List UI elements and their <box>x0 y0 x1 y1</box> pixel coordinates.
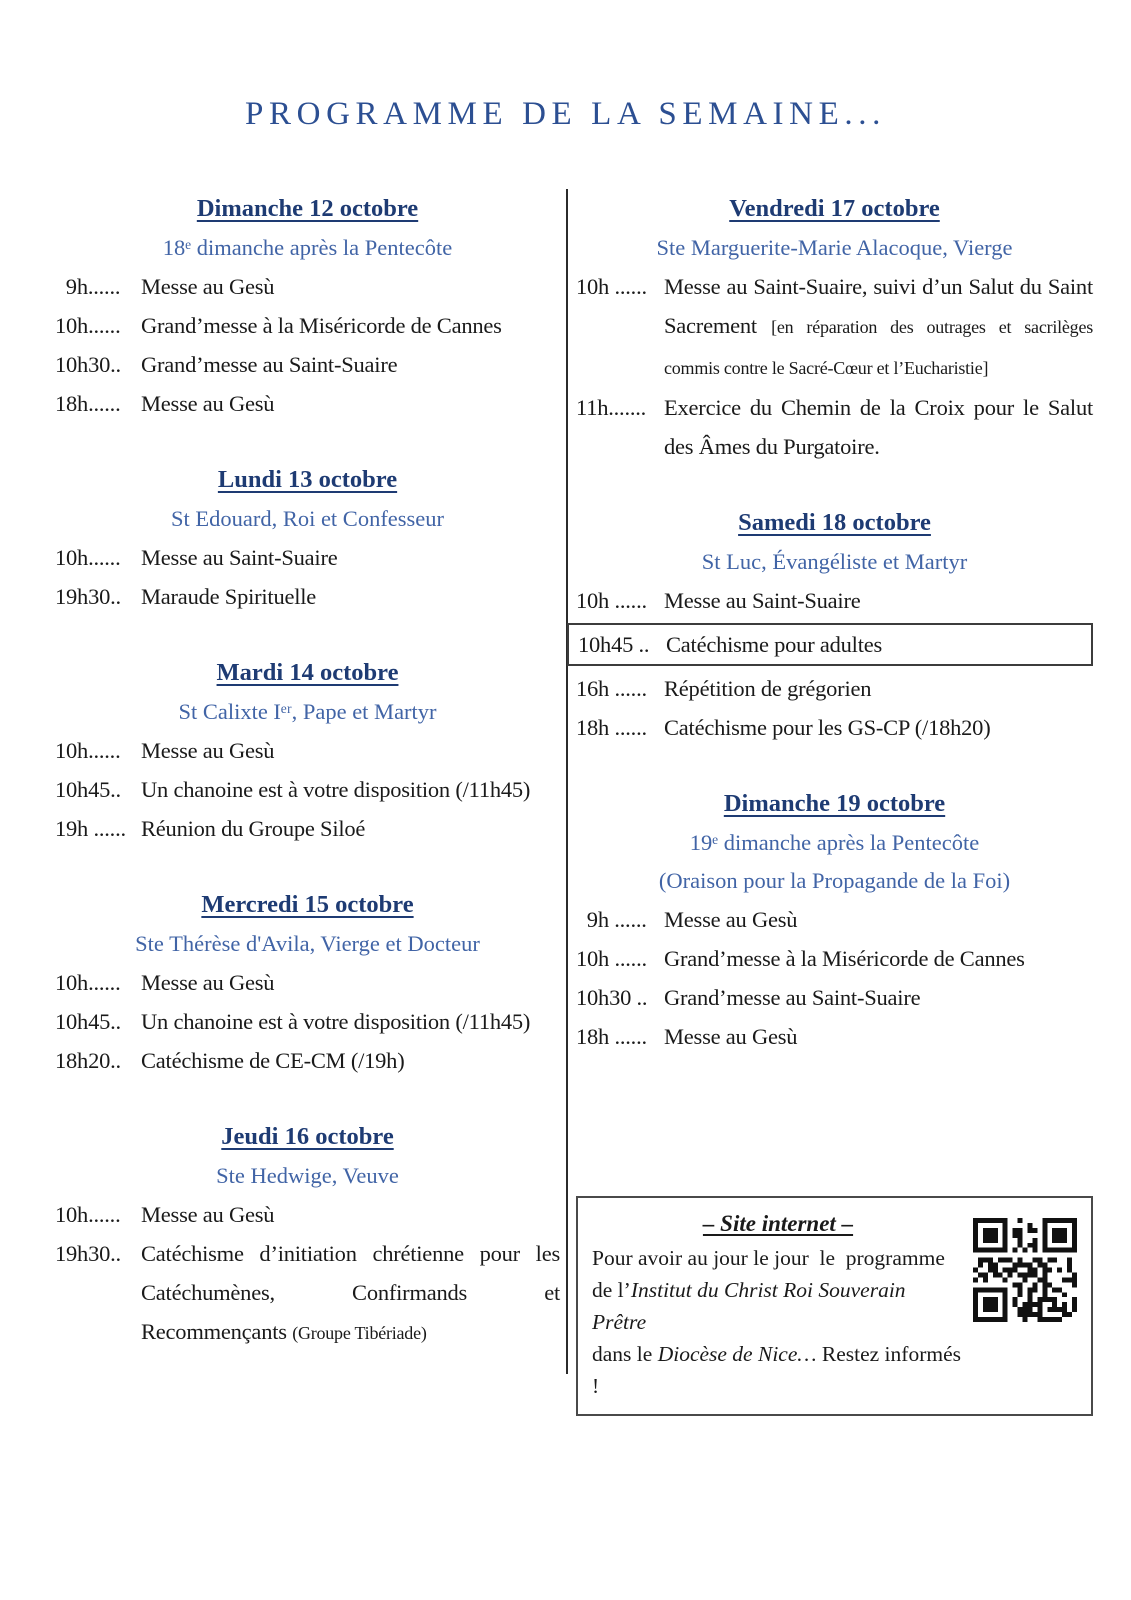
entry-time: 10h...... <box>55 313 121 338</box>
entry-text: Catéchisme d’initiation chrétienne pour les Catéchumènes, Confirmands et Recommençants (Groupe Tibériade) <box>141 1241 560 1344</box>
entry-text: Réunion du Groupe Siloé <box>141 816 366 841</box>
day-title: Mardi 14 octobre <box>216 659 399 686</box>
schedule-entry <box>576 388 1093 466</box>
schedule-entry <box>55 577 560 616</box>
entry-time: 18h ...... <box>576 1024 647 1049</box>
entry-text: Messe au Saint-Suaire <box>141 545 338 570</box>
day-subtitle: Ste Hedwige, Veuve <box>216 1163 399 1188</box>
schedule-entry <box>576 581 1093 620</box>
site-box-title: – Site internet – <box>702 1211 854 1236</box>
qr-code-icon <box>973 1218 1077 1322</box>
day-title: Dimanche 19 octobre <box>723 790 946 817</box>
entry-time: 10h30.. <box>55 352 121 377</box>
schedule-entry <box>55 267 560 306</box>
entry-text: Messe au Gesù <box>141 738 275 763</box>
entry-text: Messe au Gesù <box>141 1202 275 1227</box>
entry-time: 16h ...... <box>576 676 647 701</box>
schedule-entry <box>55 1002 560 1041</box>
entry-text: Grand’messe au Saint-Suaire <box>664 985 921 1010</box>
entry-time: 19h30.. <box>55 584 121 609</box>
column-divider <box>566 189 568 1374</box>
entry-text-small: [en réparation des outrages et sacrilèges commis contre le Sacré-Cœur et l’Eucharistie] <box>664 317 1093 378</box>
two-column-layout <box>0 189 1131 1416</box>
day-subtitle: Ste Thérèse d'Avila, Vierge et Docteur <box>135 931 480 956</box>
day-block-mercredi-15 <box>55 885 560 1080</box>
day-subtitle: St Calixte Iᵉʳ, Pape et Martyr <box>178 699 437 724</box>
entry-time: 18h20.. <box>55 1048 121 1073</box>
schedule-entry <box>576 708 1093 747</box>
entry-text: Grand’messe à la Miséricorde de Cannes <box>141 313 502 338</box>
entry-text: Messe au Gesù <box>664 1024 798 1049</box>
schedule-entry <box>55 963 560 1002</box>
schedule-entry <box>55 345 560 384</box>
entry-time: 10h45.. <box>55 1009 121 1034</box>
entry-time: 10h...... <box>55 1202 121 1227</box>
day-subtitle: 19ᵉ dimanche après la Pentecôte <box>689 830 980 855</box>
schedule-entry <box>55 770 560 809</box>
entry-time: 10h ...... <box>576 588 647 613</box>
entry-text: Grand’messe au Saint-Suaire <box>141 352 398 377</box>
entry-text: Maraude Spirituelle <box>141 584 317 609</box>
column-left <box>55 189 560 1390</box>
day-block-dimanche-19 <box>576 784 1093 1056</box>
column-right <box>576 189 1093 1416</box>
entry-text: Messe au Saint-Suaire, suivi d’un Salut du Saint Sacrement [en réparation des outrages et sacrilèges commis contre le Sacré-Cœur et l’Eucharistie] <box>664 274 1093 378</box>
entry-time: 10h...... <box>55 738 121 763</box>
entry-text: Répétition de grégorien <box>664 676 872 701</box>
schedule-entry <box>576 900 1093 939</box>
entry-text: Grand’messe à la Miséricorde de Cannes <box>664 946 1025 971</box>
entry-text: Un chanoine est à votre disposition (/11h45) <box>141 1009 531 1034</box>
entry-text: Exercice du Chemin de la Croix pour le Salut des Âmes du Purgatoire. <box>664 395 1093 459</box>
entry-time: 10h45 .. <box>578 632 650 657</box>
day-subtitle: Ste Marguerite-Marie Alacoque, Vierge <box>656 235 1013 260</box>
entry-text: Messe au Saint-Suaire <box>664 588 861 613</box>
entry-text-small: (Groupe Tibériade) <box>292 1323 427 1343</box>
schedule-entry <box>55 1234 560 1353</box>
schedule-entry <box>576 978 1093 1017</box>
entry-text: Messe au Gesù <box>664 907 798 932</box>
entry-time: 10h ...... <box>576 274 647 299</box>
entry-text: Catéchisme de CE-CM (/19h) <box>141 1048 405 1073</box>
entry-text: Messe au Gesù <box>141 970 275 995</box>
entry-time: 9h ...... <box>576 907 647 932</box>
entry-text: Un chanoine est à votre disposition (/11h45) <box>141 777 531 802</box>
day-subtitle-2: (Oraison pour la Propagande de la Foi) <box>658 868 1011 893</box>
schedule-entry <box>55 809 560 848</box>
day-block-samedi-18 <box>576 503 1093 747</box>
entry-time: 19h ...... <box>55 816 126 841</box>
entry-time: 10h ...... <box>576 946 647 971</box>
schedule-entry <box>55 1041 560 1080</box>
day-block-vendredi-17 <box>576 189 1093 466</box>
entry-time: 19h30.. <box>55 1241 121 1266</box>
schedule-entry <box>576 669 1093 708</box>
schedule-entry <box>55 384 560 423</box>
day-subtitle: St Luc, Évangéliste et Martyr <box>701 549 968 574</box>
schedule-entry <box>55 306 560 345</box>
site-box-line: Pour avoir au jour le jour le programme <box>592 1246 945 1270</box>
page-title: PROGRAMME DE LA SEMAINE... <box>245 96 886 132</box>
day-block-dimanche-12 <box>55 189 560 423</box>
entry-time: 10h30 .. <box>576 985 648 1010</box>
entry-text: Catéchisme pour adultes <box>666 632 883 657</box>
highlighted-entry-box <box>567 623 1093 666</box>
day-title: Lundi 13 octobre <box>217 466 398 493</box>
entry-text: Catéchisme pour les GS-CP (/18h20) <box>664 715 991 740</box>
entry-time: 18h...... <box>55 391 121 416</box>
schedule-entry <box>55 731 560 770</box>
schedule-entry <box>576 267 1093 388</box>
entry-time: 10h...... <box>55 970 121 995</box>
entry-text: Messe au Gesù <box>141 391 275 416</box>
day-block-mardi-14 <box>55 653 560 848</box>
site-box-line: dans le Diocèse de Nice… Restez informés ! <box>592 1342 967 1398</box>
entry-time: 10h45.. <box>55 777 121 802</box>
entry-time: 10h...... <box>55 545 121 570</box>
schedule-entry <box>576 939 1093 978</box>
day-block-jeudi-16 <box>55 1117 560 1353</box>
site-box-line: de l’Institut du Christ Roi Souverain Prêtre <box>592 1278 911 1334</box>
day-title: Mercredi 15 octobre <box>201 891 414 918</box>
day-block-lundi-13 <box>55 460 560 616</box>
schedule-entry <box>576 1017 1093 1056</box>
entry-time: 11h....... <box>576 395 647 420</box>
day-title: Dimanche 12 octobre <box>196 195 419 222</box>
site-box-text <box>592 1206 967 1402</box>
day-title: Jeudi 16 octobre <box>221 1123 394 1150</box>
entry-time: 9h...... <box>55 274 121 299</box>
schedule-entry <box>55 1195 560 1234</box>
day-title: Vendredi 17 octobre <box>729 195 940 222</box>
day-title: Samedi 18 octobre <box>738 509 931 536</box>
day-subtitle: St Edouard, Roi et Confesseur <box>170 506 445 531</box>
site-internet-box <box>576 1196 1093 1416</box>
entry-time: 18h ...... <box>576 715 647 740</box>
day-subtitle: 18ᵉ dimanche après la Pentecôte <box>162 235 453 260</box>
schedule-entry <box>55 538 560 577</box>
entry-text: Messe au Gesù <box>141 274 275 299</box>
